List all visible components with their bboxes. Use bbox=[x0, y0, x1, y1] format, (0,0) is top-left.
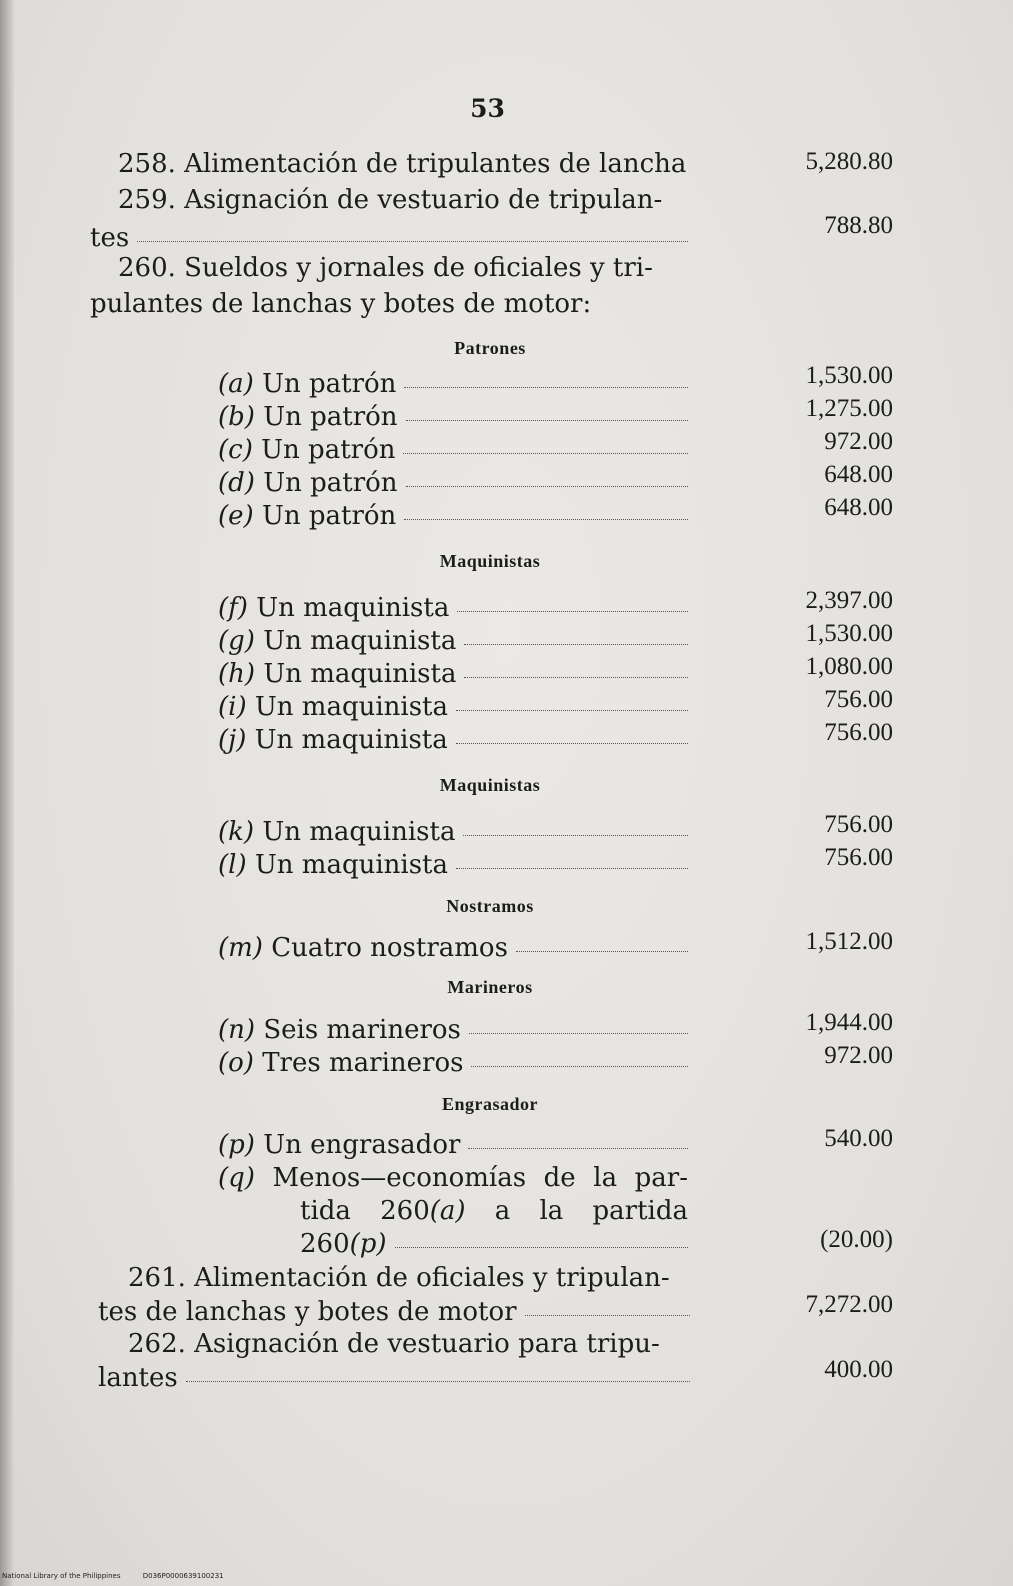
subitem-q-line1 bbox=[218, 1160, 688, 1196]
dot-leader bbox=[395, 1247, 688, 1248]
subitem-f-amount: 2,397.00 bbox=[805, 587, 893, 614]
subitem-p-amount: 540.00 bbox=[824, 1125, 893, 1152]
footer-code: D036P0000639100231 bbox=[142, 1572, 224, 1580]
subitem-b-label: (b) bbox=[218, 402, 255, 432]
subitem-o-label: (o) bbox=[218, 1048, 254, 1078]
subitem-j bbox=[218, 722, 688, 758]
subitem-i bbox=[218, 689, 688, 725]
item-261-line1: 261. Alimentación de oficiales y tripulan- bbox=[128, 1263, 670, 1293]
subitem-b-amount: 1,275.00 bbox=[805, 395, 893, 422]
subitem-q-line2-b: (a) bbox=[429, 1196, 466, 1226]
item-259-line1: 259. Asignación de vestuario de tripulan- bbox=[118, 185, 663, 215]
subitem-d-label: (d) bbox=[218, 468, 255, 498]
subitem-l-label: (l) bbox=[218, 850, 247, 880]
subitem-k-label: (k) bbox=[218, 817, 255, 847]
subitem-o bbox=[218, 1045, 688, 1081]
subitem-i-text: Un maquinista bbox=[254, 692, 449, 722]
dot-leader bbox=[456, 710, 688, 711]
subitem-l-text: Un maquinista bbox=[254, 850, 449, 880]
dot-leader bbox=[469, 1033, 688, 1034]
item-262-line2-text: lantes bbox=[98, 1363, 178, 1393]
subitem-h-text: Un maquinista bbox=[263, 659, 457, 689]
subitem-k-text: Un maquinista bbox=[262, 817, 456, 847]
subitem-b-text: Un patrón bbox=[263, 402, 398, 432]
dot-leader bbox=[404, 519, 688, 520]
dot-leader bbox=[403, 453, 688, 454]
subitem-b bbox=[218, 399, 688, 435]
subitem-q-label: (q) bbox=[218, 1163, 255, 1193]
subitem-a bbox=[218, 366, 688, 402]
subitem-n-amount: 1,944.00 bbox=[805, 1009, 893, 1036]
subitem-c-text: Un patrón bbox=[261, 435, 396, 465]
item-259-line2-text: tes bbox=[90, 223, 130, 253]
heading-nostramos: Nostramos bbox=[446, 896, 534, 916]
subitem-j-label: (j) bbox=[218, 725, 247, 755]
item-261-amount: 7,272.00 bbox=[805, 1291, 893, 1318]
item-261-line2 bbox=[98, 1294, 690, 1330]
subitem-j-text: Un maquinista bbox=[254, 725, 448, 755]
subitem-a-text: Un patrón bbox=[262, 369, 397, 399]
subitem-j-amount: 756.00 bbox=[824, 719, 893, 746]
subitem-e-text: Un patrón bbox=[261, 501, 397, 531]
page-edge-shadow bbox=[0, 0, 14, 1586]
subitem-g-amount: 1,530.00 bbox=[805, 620, 893, 647]
subitem-g-label: (g) bbox=[218, 626, 255, 656]
dot-leader bbox=[457, 611, 688, 612]
dot-leader bbox=[186, 1381, 690, 1382]
subitem-l bbox=[218, 847, 688, 883]
subitem-h-label: (h) bbox=[218, 659, 256, 689]
subitem-n-label: (n) bbox=[218, 1015, 256, 1045]
subitem-m-text: Cuatro nostramos bbox=[271, 933, 508, 963]
heading-maquinistas-2: Maquinistas bbox=[439, 775, 541, 795]
dot-leader bbox=[406, 486, 688, 487]
heading-engrasador: Engrasador bbox=[441, 1094, 538, 1114]
subitem-e-amount: 648.00 bbox=[824, 494, 893, 521]
subitem-c-label: (c) bbox=[218, 435, 253, 465]
item-261-line2-text: tes de lanchas y botes de motor bbox=[98, 1297, 517, 1327]
dot-leader bbox=[464, 677, 688, 678]
subitem-c-amount: 972.00 bbox=[824, 428, 893, 455]
subitem-d-text: Un patrón bbox=[263, 468, 398, 498]
subitem-l-amount: 756.00 bbox=[824, 844, 893, 871]
item-258-text: 258. Alimentación de tripulantes de lancha bbox=[118, 149, 687, 179]
dot-leader bbox=[456, 868, 688, 869]
subitem-m-amount: 1,512.00 bbox=[805, 928, 893, 955]
subitem-k bbox=[218, 814, 688, 850]
subitem-p-label: (p) bbox=[218, 1130, 255, 1160]
item-260-line2: pulantes de lanchas y botes de motor: bbox=[90, 289, 592, 319]
subitem-q-line1-text: Menos—economías de la par- bbox=[272, 1163, 689, 1193]
dot-leader bbox=[468, 1148, 688, 1149]
subitem-e bbox=[218, 498, 688, 534]
subitem-k-amount: 756.00 bbox=[824, 811, 893, 838]
subitem-f-text: Un maquinista bbox=[256, 593, 450, 623]
subitem-g-text: Un maquinista bbox=[263, 626, 457, 656]
subitem-a-label: (a) bbox=[218, 369, 254, 399]
item-260-line1: 260. Sueldos y jornales de oficiales y tri- bbox=[118, 253, 653, 283]
dot-leader bbox=[456, 743, 688, 744]
subitem-q-amount: (20.00) bbox=[820, 1226, 893, 1253]
subitem-d-amount: 648.00 bbox=[824, 461, 893, 488]
item-259-amount: 788.80 bbox=[824, 212, 893, 239]
dot-leader bbox=[137, 241, 688, 242]
dot-leader bbox=[404, 387, 688, 388]
subitem-m bbox=[218, 930, 688, 966]
subitem-q-line3 bbox=[300, 1226, 688, 1262]
subitem-i-label: (i) bbox=[218, 692, 247, 722]
subitem-n-text: Seis marineros bbox=[263, 1015, 461, 1045]
subitem-p bbox=[218, 1127, 688, 1163]
subitem-m-label: (m) bbox=[218, 933, 263, 963]
subitem-d bbox=[218, 465, 688, 501]
dot-leader bbox=[471, 1066, 688, 1067]
subitem-a-amount: 1,530.00 bbox=[805, 362, 893, 389]
subitem-f bbox=[218, 590, 688, 626]
subitem-q-line3-b: (p) bbox=[349, 1229, 387, 1259]
item-262-amount: 400.00 bbox=[824, 1356, 893, 1383]
subitem-c bbox=[218, 432, 688, 468]
subitem-i-amount: 756.00 bbox=[824, 686, 893, 713]
subitem-h-amount: 1,080.00 bbox=[805, 653, 893, 680]
subitem-q-line3-a: 260 bbox=[300, 1229, 350, 1259]
subitem-g bbox=[218, 623, 688, 659]
footer bbox=[2, 1572, 224, 1580]
item-262-line2 bbox=[98, 1360, 690, 1396]
dot-leader bbox=[463, 835, 688, 836]
subitem-n bbox=[218, 1012, 688, 1048]
dot-leader bbox=[516, 951, 688, 952]
subitem-o-amount: 972.00 bbox=[824, 1042, 893, 1069]
item-262-line1: 262. Asignación de vestuario para tripu- bbox=[128, 1329, 660, 1359]
page-number: 53 bbox=[470, 94, 505, 123]
dot-leader bbox=[406, 420, 688, 421]
subitem-h bbox=[218, 656, 688, 692]
heading-maquinistas-1: Maquinistas bbox=[439, 551, 541, 571]
dot-leader bbox=[464, 644, 688, 645]
subitem-q-line2-a: tida 260 bbox=[300, 1196, 430, 1226]
dot-leader bbox=[525, 1315, 690, 1316]
footer-library: National Library of the Philippines bbox=[2, 1572, 121, 1580]
subitem-o-text: Tres marineros bbox=[262, 1048, 464, 1078]
subitem-p-text: Un engrasador bbox=[263, 1130, 461, 1160]
item-258-amount: 5,280.80 bbox=[805, 148, 893, 175]
heading-patrones: Patrones bbox=[454, 338, 526, 358]
subitem-q-line2-c: a la partida bbox=[465, 1196, 688, 1226]
subitem-f-label: (f) bbox=[218, 593, 248, 623]
subitem-q-line2 bbox=[300, 1193, 688, 1229]
heading-marineros: Marineros bbox=[447, 977, 533, 997]
subitem-e-label: (e) bbox=[218, 501, 254, 531]
